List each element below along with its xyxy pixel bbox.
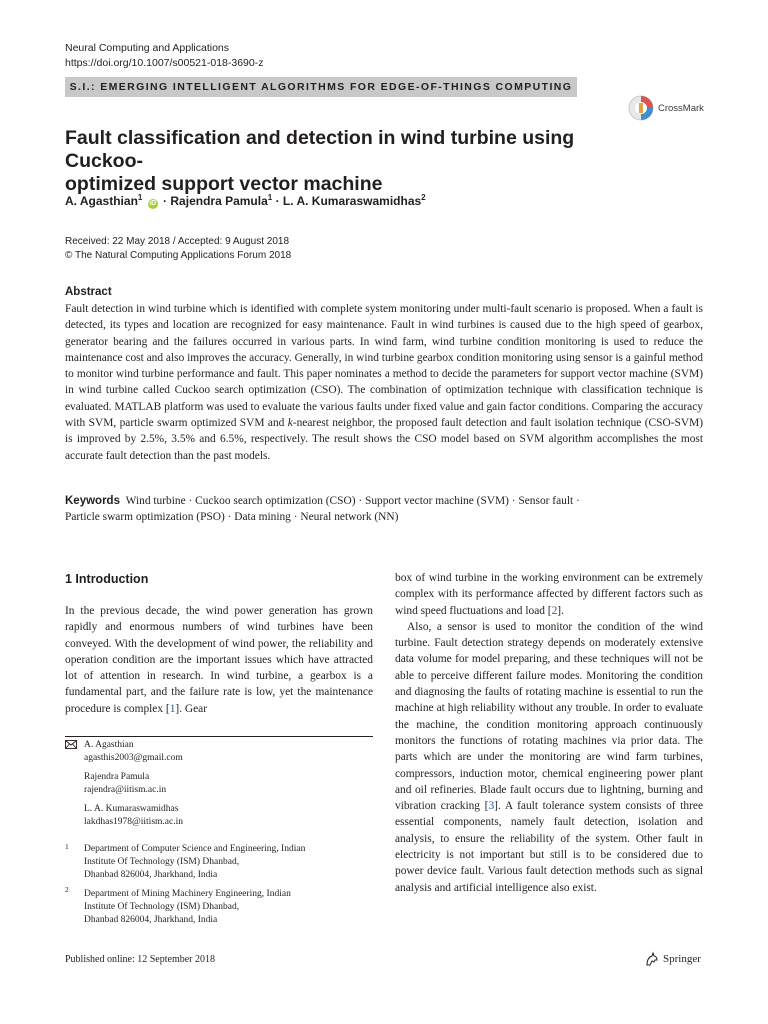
affiliation-number: 2 bbox=[65, 885, 69, 894]
abstract-italic: k bbox=[287, 417, 293, 430]
contact-name: L. A. Kumaraswamidhas bbox=[84, 804, 179, 814]
contact-author bbox=[84, 803, 183, 829]
springer-horse-icon bbox=[644, 951, 660, 967]
springer-logo bbox=[644, 951, 701, 967]
section-heading: 1 Introduction bbox=[65, 572, 149, 586]
intro-paragraph bbox=[65, 603, 373, 717]
contact-email[interactable]: lakdhas1978@iitism.ac.in bbox=[84, 817, 183, 827]
keywords bbox=[65, 493, 705, 526]
affiliation-line: Department of Mining Machinery Engineering, Indian bbox=[84, 889, 291, 899]
abstract-text bbox=[65, 301, 703, 464]
intro-text-end: ]. A fault tolerance system consists of three essential components, namely fault detection, isolation and analysis, to ensure the reliability of the system. Other fault in electricity is not important but still is to be considered due to power device fault. Various fault detection methods such as signal analysis and artificial intelligence also exist. bbox=[395, 800, 704, 894]
author-affiliation: 1 bbox=[267, 193, 273, 202]
keywords-line-2: Particle swarm optimization (PSO) · Data mining · Neural network (NN) bbox=[65, 511, 399, 524]
envelope-icon bbox=[65, 740, 77, 749]
crossmark-icon bbox=[628, 95, 654, 121]
contact-name: A. Agasthian bbox=[84, 740, 134, 750]
author-affiliation: 2 bbox=[421, 193, 426, 202]
citation-link[interactable]: 2 bbox=[551, 604, 558, 617]
keywords-line-1: Wind turbine · Cuckoo search optimization (CSO) · Support vector machine (SVM) · Sensor fault · bbox=[125, 495, 580, 507]
affiliation-line: Department of Computer Science and Engineering, Indian bbox=[84, 844, 306, 854]
left-column bbox=[65, 603, 373, 717]
right-column bbox=[395, 570, 703, 896]
affiliation-line: Dhanbad 826004, Jharkhand, India bbox=[84, 915, 218, 925]
special-issue-banner: S.I.: EMERGING INTELLIGENT ALGORITHMS FOR EDGE-OF-THINGS COMPUTING bbox=[65, 77, 577, 97]
author-name[interactable]: Rajendra Pamula bbox=[170, 194, 268, 208]
contact-email[interactable]: rajendra@iitism.ac.in bbox=[84, 785, 167, 795]
paper-title bbox=[65, 127, 625, 196]
intro-text: box of wind turbine in the working environment can be extremely complex with its performance affected by different factors such as wind speed fluctuations and load [ bbox=[395, 572, 703, 617]
author-affiliation: 1 bbox=[137, 193, 143, 202]
citation-link[interactable]: 3 bbox=[488, 800, 495, 813]
contact-email[interactable]: agasthis2003@gmail.com bbox=[84, 753, 183, 763]
intro-text-end: ]. Gear bbox=[175, 702, 208, 715]
received-accepted: Received: 22 May 2018 / Accepted: 9 August 2018 bbox=[65, 236, 290, 247]
author-separator: · bbox=[275, 194, 280, 208]
abstract-heading: Abstract bbox=[65, 286, 112, 298]
doi-link[interactable]: https://doi.org/10.1007/s00521-018-3690-z bbox=[65, 57, 264, 69]
author-list bbox=[65, 193, 426, 209]
title-line-2: optimized support vector machine bbox=[65, 173, 383, 195]
affiliation-number: 1 bbox=[65, 842, 69, 851]
contact-author bbox=[84, 771, 166, 797]
crossmark-badge[interactable] bbox=[628, 92, 738, 124]
footnote-divider bbox=[65, 736, 373, 737]
published-online: Published online: 12 September 2018 bbox=[65, 954, 215, 965]
affiliation-line: Institute Of Technology (ISM) Dhanbad, bbox=[84, 902, 240, 912]
publication-dates bbox=[65, 235, 291, 262]
affiliation-line: Dhanbad 826004, Jharkhand, India bbox=[84, 870, 218, 880]
intro-paragraph bbox=[395, 619, 703, 896]
author-name[interactable]: A. Agasthian bbox=[65, 194, 138, 208]
intro-text: Also, a sensor is used to monitor the condition of the wind turbine. Fault detection strategy depends on moderately extensive data volume for model preparing, and these techniques will not be able to perceive different failure modes. Monitoring the condition and diagnosing the faults of rotating machine is essential to run the machine at high reliability without any trouble. In order to evaluate the machine, the condition monitoring approach continuously monitors the functions of rotating machines via prior data. The parts which are under the monitoring are wind farm turbines, compressors, induction motor, chemical engineering power plant and oil refineries. Blade fault occurs due to lightning, burning and vibration cracking [ bbox=[395, 620, 703, 813]
affiliation bbox=[84, 888, 364, 927]
journal-name: Neural Computing and Applications bbox=[65, 42, 230, 54]
author-separator: · bbox=[163, 194, 168, 208]
keywords-label: Keywords bbox=[65, 495, 120, 507]
abstract-body-end: -nearest neighbor, the proposed fault detection and fault isolation technique (CSO-SVM) is improved by 2.5%, 3.5% and 6.5%, respectively. The result shows the CSO model based on SVM algorithm accomplishes the most accurate fault detection than the past models. bbox=[65, 417, 703, 462]
crossmark-label: CrossMark bbox=[658, 102, 704, 114]
intro-text: In the previous decade, the wind power generation has grown rapidly and enormous numbers of wind turbines have been conveyed. With the development of wind power, the reliability and operation condition are the important issues which have attracted lot of attention in research. In wind turbine, a gearbox is a fundamental part, and the failure rate is low, yet the maintenance procedure is complex [ bbox=[65, 605, 373, 715]
contact-name: Rajendra Pamula bbox=[84, 772, 150, 782]
publisher-name: Springer bbox=[663, 953, 701, 965]
intro-text-end: ]. bbox=[557, 604, 564, 617]
journal-header bbox=[65, 41, 263, 71]
author-name[interactable]: L. A. Kumaraswamidhas bbox=[282, 194, 422, 208]
affiliation-line: Institute Of Technology (ISM) Dhanbad, bbox=[84, 857, 240, 867]
affiliation bbox=[84, 843, 364, 882]
citation-link[interactable]: 1 bbox=[169, 702, 176, 715]
intro-paragraph bbox=[395, 570, 703, 619]
corresponding-author bbox=[84, 739, 183, 765]
title-line-1: Fault classification and detection in wind turbine using Cuckoo- bbox=[65, 127, 575, 172]
orcid-icon[interactable]: iD bbox=[149, 200, 157, 207]
abstract-body: Fault detection in wind turbine which is identified with complete system monitoring under multi-fault scenario is proposed. When a fault is detected, its types and location are recognized for easy maintenance. Fault in wind turbines is caused due to the high speed of gearbox, generator bearing and the failures occurred in various parts. In wind farm, wind turbine condition monitoring is used to reduce the maintenance cost and also improves the accuracy. Generally, in wind turbine gearbox condition monitoring using sensor is a gainful method to monitor wind turbine performance and fault. This paper nominates a method to decide the parameters for support vector machine (SVM) in wind turbine called Cuckoo search optimization (CSO). The combination of optimization technique with classification technique is evaluated. MATLAB platform was used to evaluate the various faults under fixed value and gain factor conditions. Comparing the accuracy with SVM, particle swarm optimized SVM and bbox=[65, 303, 703, 430]
copyright: © The Natural Computing Applications Forum 2018 bbox=[65, 249, 292, 261]
